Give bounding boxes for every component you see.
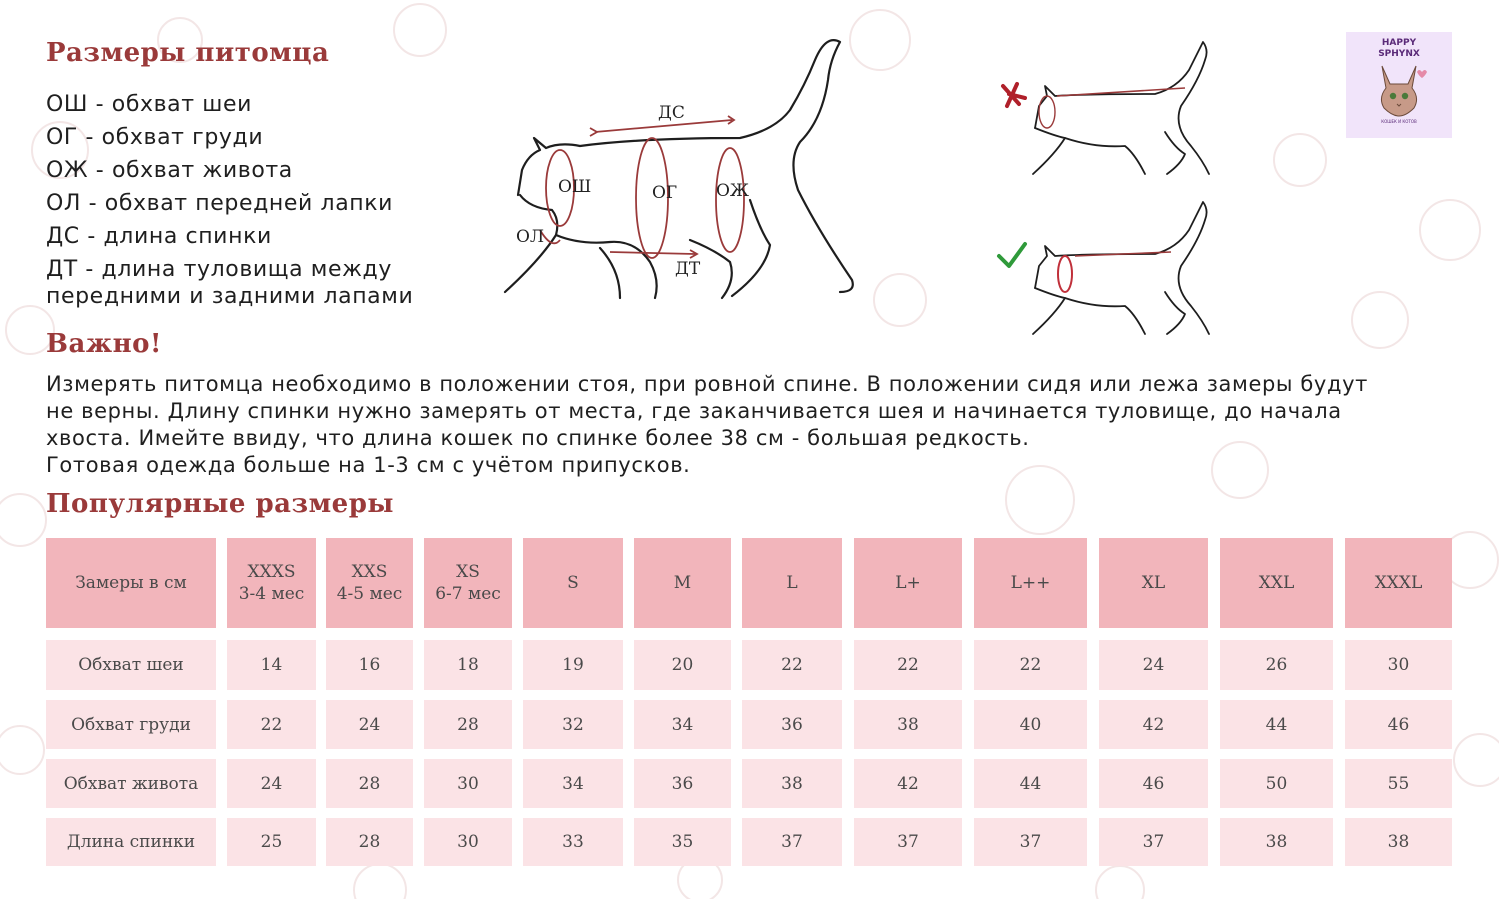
table-cell: 33 — [523, 818, 623, 866]
table-cell: 24 — [227, 759, 316, 808]
table-cell: 40 — [974, 700, 1087, 749]
diagram-label-ds: ДС — [658, 103, 685, 123]
table-cell: 25 — [227, 818, 316, 866]
column-header — [974, 538, 1087, 628]
column-age-label: 4-5 мес — [336, 584, 403, 604]
table-cell: 37 — [1099, 818, 1208, 866]
column-header — [1345, 538, 1452, 628]
column-age-label: 6-7 мес — [435, 584, 501, 604]
diagram-label-ozh: ОЖ — [716, 181, 750, 201]
measurement-legend — [46, 88, 486, 310]
column-size-label: XS — [456, 562, 480, 582]
table-cell: 36 — [634, 759, 731, 808]
table-cell: 42 — [1099, 700, 1208, 749]
column-age-label: 3-4 мес — [238, 584, 305, 604]
table-cell: 24 — [326, 700, 413, 749]
table-cell: 34 — [634, 700, 731, 749]
table-cell: 46 — [1099, 759, 1208, 808]
column-size-label: L — [786, 573, 798, 593]
table-cell: 24 — [1099, 640, 1208, 690]
brand-logo — [1346, 32, 1452, 138]
table-cell: 22 — [227, 700, 316, 749]
table-cell: 14 — [227, 640, 316, 690]
column-size-label: XXS — [351, 562, 388, 582]
table-cell: 30 — [424, 818, 512, 866]
checkmark-icon — [999, 244, 1025, 266]
column-size-label: XXL — [1258, 573, 1295, 593]
column-header — [1220, 538, 1333, 628]
column-header — [742, 538, 842, 628]
legend-item-ozh: ОЖ - обхват живота — [46, 158, 293, 183]
column-header — [326, 538, 413, 628]
table-cell: 30 — [424, 759, 512, 808]
table-cell: 32 — [523, 700, 623, 749]
table-cell: 38 — [854, 700, 962, 749]
table-cell: 18 — [424, 640, 512, 690]
diagram-label-dt: ДТ — [675, 259, 701, 279]
important-line-1: Измерять питомца необходимо в положении стоя, при ровной спине. В положении сидя или лежа замеры будут — [46, 372, 1368, 396]
table-cell: 36 — [742, 700, 842, 749]
table-cell: 46 — [1345, 700, 1452, 749]
legend-item-osh: ОШ - обхват шеи — [46, 92, 253, 117]
column-header — [634, 538, 731, 628]
sphynx-cat-icon — [1364, 62, 1434, 118]
legend-item-ol: ОЛ - обхват передней лапки — [46, 191, 394, 216]
cat-correct-example — [995, 196, 1220, 346]
legend-item-dt: ДТ - длина туловища между передними и задними лапами — [46, 257, 414, 309]
table-row-label: Обхват живота — [46, 759, 216, 808]
table-cell: 22 — [974, 640, 1087, 690]
diagram-label-osh: ОШ — [558, 177, 592, 197]
table-cell: 28 — [424, 700, 512, 749]
table-cell: 37 — [854, 818, 962, 866]
table-cell: 50 — [1220, 759, 1333, 808]
important-paragraph — [46, 371, 1456, 479]
table-cell: 19 — [523, 640, 623, 690]
column-header — [1099, 538, 1208, 628]
column-size-label: L++ — [1010, 573, 1051, 593]
cross-icon — [1003, 84, 1025, 106]
column-header — [227, 538, 316, 628]
table-cell: 38 — [1220, 818, 1333, 866]
column-size-label: L+ — [895, 573, 921, 593]
table-cell: 38 — [1345, 818, 1452, 866]
table-cell: 44 — [1220, 700, 1333, 749]
diagram-label-og: ОГ — [652, 183, 678, 203]
table-cell: 16 — [326, 640, 413, 690]
important-title: Важно! — [46, 329, 162, 359]
cat-measurement-diagram — [500, 30, 870, 305]
table-cell: 28 — [326, 818, 413, 866]
table-cell: 30 — [1345, 640, 1452, 690]
table-cell: 35 — [634, 818, 731, 866]
logo-line-2: SPHYNX — [1378, 49, 1420, 59]
table-row-label: Обхват груди — [46, 700, 216, 749]
column-size-label: S — [567, 573, 579, 593]
table-row-label: Обхват шеи — [46, 640, 216, 690]
table-corner-header: Замеры в см — [46, 538, 216, 628]
table-cell: 44 — [974, 759, 1087, 808]
page-title: Размеры питомца — [46, 38, 330, 68]
table-cell: 20 — [634, 640, 731, 690]
table-cell: 22 — [742, 640, 842, 690]
logo-subtitle: КОШЕК И КОТОВ — [1381, 119, 1417, 124]
table-cell: 37 — [974, 818, 1087, 866]
diagram-label-ol: ОЛ — [516, 227, 545, 247]
table-cell: 37 — [742, 818, 842, 866]
table-cell: 22 — [854, 640, 962, 690]
column-size-label: M — [673, 573, 692, 593]
important-line-2: не верны. Длину спинки нужно замерять от места, где заканчивается шея и начинается туловище, до начала — [46, 399, 1342, 423]
column-header — [523, 538, 623, 628]
column-header — [424, 538, 512, 628]
table-cell: 38 — [742, 759, 842, 808]
table-cell: 28 — [326, 759, 413, 808]
column-header — [854, 538, 962, 628]
table-cell: 26 — [1220, 640, 1333, 690]
column-size-label: XXXL — [1374, 573, 1423, 593]
logo-line-1: HAPPY — [1381, 38, 1417, 48]
column-size-label: XL — [1141, 573, 1166, 593]
legend-item-ds: ДС - длина спинки — [46, 224, 272, 249]
legend-item-og: ОГ - обхват груди — [46, 125, 264, 150]
table-cell: 55 — [1345, 759, 1452, 808]
important-line-3: хвоста. Имейте ввиду, что длина кошек по спинке более 38 см - большая редкость. — [46, 426, 1030, 450]
table-cell: 34 — [523, 759, 623, 808]
column-size-label: XXXS — [247, 562, 296, 582]
table-cell: 42 — [854, 759, 962, 808]
popular-sizes-title: Популярные размеры — [46, 489, 394, 519]
cat-wrong-example — [995, 36, 1220, 186]
table-row-label: Длина спинки — [46, 818, 216, 866]
important-line-4: Готовая одежда больше на 1-3 см с учётом припусков. — [46, 453, 691, 477]
